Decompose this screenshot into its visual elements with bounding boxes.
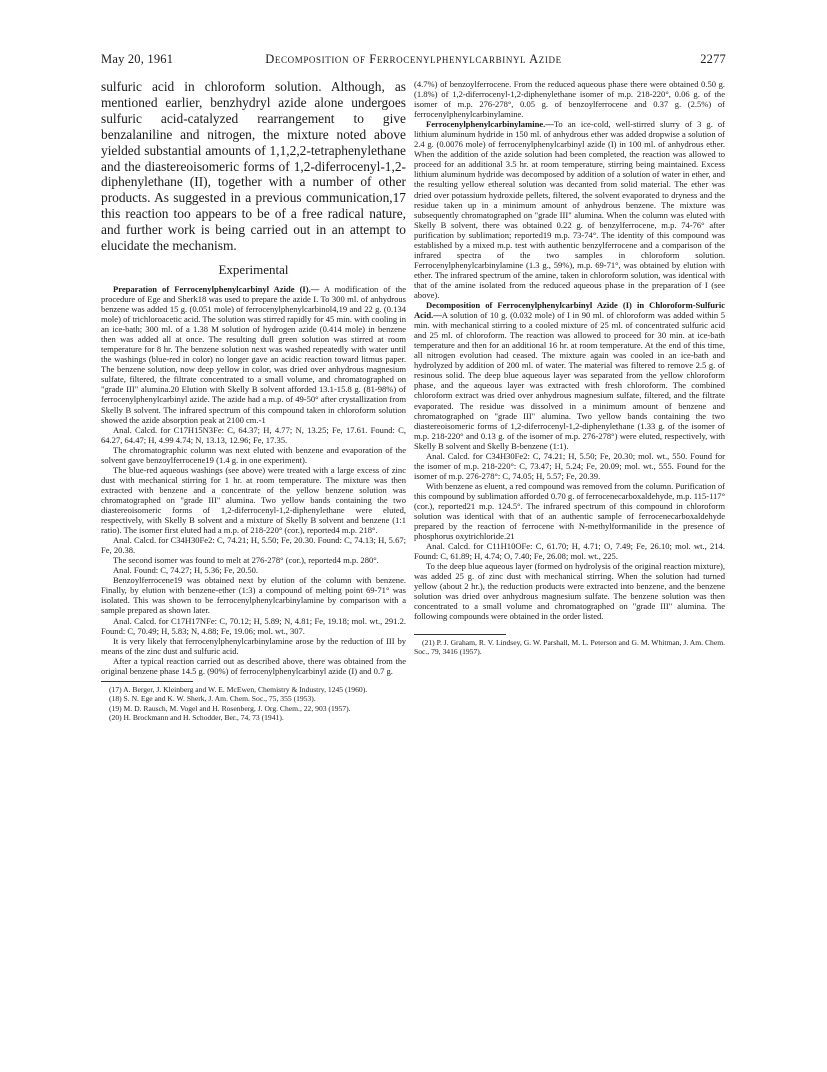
footnote: (18) S. N. Ege and K. W. Sherk, J. Am. Chem. Soc., 75, 355 (1953). bbox=[109, 694, 316, 704]
analysis-3: Anal. Found: C, 74.27; H, 5.36; Fe, 20.50. bbox=[113, 565, 259, 576]
footnote-rule bbox=[101, 681, 193, 682]
left-footnotes bbox=[101, 685, 406, 723]
amine-title: Ferrocenylphenylcarbinylamine.— bbox=[426, 119, 554, 130]
intro-paragraph: sulfuric acid in chloroform solution. Although, as mentioned earlier, benzhydryl azide alone undergoes sulfuric acid-catalyzed rearrangement to give benzalaniline and nitrogen, the mixture noted above yielded substantial amounts of 1,1,2,2-tetraphenylethane and the diastereoisomeric forms of 1,2-diferrocenyl-1,2-diphenylethane (II), together with a number of other products. As suggested in a previous communication,17 this reaction too appears to be of a free radical nature, and further work is being carried out in an attempt to elucidate the mechanism. bbox=[101, 79, 406, 254]
decomposition-body: A solution of 10 g. (0.032 mole) of I in 90 ml. of chloroform was added within 5 min. with mechanical stirring to a cooled mixture of 25 ml. of concentrated sulfuric acid and 25 ml. of chloroform. The reaction was allowed to proceed for 30 min. at ice-bath temperature and then for an additional 16 hr. at room temperature. At the end of this time, all nitrogen evolution had ceased. The mixture again was cooled in an ice-bath and hydrolyzed by addition of 200 ml. of water. The material was filtered to remove 2.5 g. of resinous solid. The deep blue aqueous layer was separated from the yellow chloroform phase, and the aqueous layer was extracted with fresh chloroform. The combined chloroform extract was dried over anhydrous magnesium sulfate, filtered, and the filtrate evaporated. The residue was dissolved in a minimum amount of benzene and chromatographed on "grade III" alumina. Two yellow bands containing the two diastereoisomeric forms of 1,2-diferrocenyl-1,2-diphenylethane (1.33 g. of the isomer of m.p. 218-220° and 0.13 g. of the isomer of m.p. 276-278°) were eluted, respectively, with Skelly B solvent and Skelly B-benzene (1:1). bbox=[414, 310, 725, 451]
paragraph-3: The blue-red aqueous washings (see above) were treated with a large excess of zinc dust with mechanical stirring for 1 hr. at room temperature. The mixture was then extracted with benzene and a concentrate of the yellow benzene solution was chromatographed on "grade III" alumina. Two yellow bands containing the two diastereoisomeric forms of 1,2-diferrocenyl-1,2-diphenylethane were eluted, respectively, with Skelly B solvent and a mixture of Skelly B solvent and benzene (1:1 ratio). The isomer first eluted had a m.p. of 218-220° (cor.), reported4 m.p. 218°. bbox=[101, 464, 406, 536]
header-running-title: Decomposition of Ferrocenylphenylcarbinyl Azide bbox=[265, 52, 562, 66]
amine-paragraph bbox=[414, 119, 725, 300]
header-page-number: 2277 bbox=[700, 52, 726, 66]
right-footnotes bbox=[414, 638, 725, 657]
analysis-6: Anal. Calcd. for C11H10OFe: C, 61.70; H, 4.71; O, 7.49; Fe, 26.10; mol. wt., 214. Found: C, 61.89; H, 4.74; O, 7.40; Fe, 26.08; mol. wt., 225. bbox=[414, 541, 725, 562]
red-compound-paragraph: With benzene as eluent, a red compound was removed from the column. Purification of this compound by sublimation afforded 0.70 g. of ferrocenecarboxaldehyde, m.p. 115-117° (cor.), reported21 m.p. 124.5°. The infrared spectrum of this compound in chloroform solution was identical with that of an authentic sample of ferrocenecarboxaldehyde prepared by the reaction of ferrocene with N-methylformanilide in the presence of phosphorus oxytrichloride.21 bbox=[414, 480, 725, 542]
analysis-1: Anal. Calcd. for C17H15N3Fe: C, 64.37; H, 4.77; N, 13.25; Fe, 17.61. Found: C, 64.27, 64.47; H, 4.99 4.74; N, 13.13, 12.96; Fe, 17.35. bbox=[101, 424, 406, 445]
analysis-5: Anal. Calcd. for C34H30Fe2: C, 74.21; H, 5.50; Fe, 20.30; mol. wt., 550. Found for the isomer of m.p. 218-220°: C, 73.47; H, 5.24; Fe, 20.09; mol. wt., 555. Found for the isomer of m.p. 276-278°: C, 74.05; H, 5.57; Fe, 20.39. bbox=[414, 450, 725, 481]
running-header bbox=[101, 52, 726, 68]
analysis-2: Anal. Calcd. for C34H30Fe2: C, 74.21; H, 5.50; Fe, 20.30. Found: C, 74.13; H, 5.67; Fe, 20.38. bbox=[101, 535, 406, 556]
prep-paragraph bbox=[101, 284, 406, 425]
prep-title: Preparation of Ferrocenylphenylcarbinyl Azide (I).— bbox=[113, 283, 320, 294]
right-column bbox=[414, 79, 725, 1024]
paragraph-2: The chromatographic column was next eluted with benzene and evaporation of the solvent gave benzoylferrocene19 (1.4 g. in one experiment). bbox=[101, 444, 406, 465]
section-heading: Experimental bbox=[218, 261, 289, 277]
footnote: (17) A. Berger, J. Kleinberg and W. E. McEwen, Chemistry & Industry, 1245 (1960). bbox=[109, 684, 368, 694]
paragraph-7: After a typical reaction carried out as described above, there was obtained from the original benzene phase 14.5 g. (90%) of ferrocenylphenylcarbinyl azide (I) and 0.7 g. bbox=[101, 655, 406, 676]
footnote: (20) H. Brockmann and H. Schodder, Ber., 74, 73 (1941). bbox=[109, 713, 284, 723]
prep-body: A modification of the procedure of Ege and Sherk18 was used to prepare the azide I. To 300 ml. of anhydrous benzene was added 15 g. (0.051 mole) of ferrocenylphenylcarbinol4,19 and 22 g. (0.134 mole) of trichloroacetic acid. The solution was stirred rapidly for 45 min. with cooling in an ice-bath; 300 ml. of a 1.38 M solution of hydrogen azide (0.414 mole) in benzene then was added all at once. The resulting dull green solution was stirred at room temperature for 8 hr. The benzene solution next was washed repeatedly with water until the washings (blue-red in color) no longer gave an acidic reaction toward litmus paper. The benzene solution, now deep yellow in color, was dried over anhydrous magnesium sulfate, filtered, the filtrate concentrated to a small volume, and chromatographed on "grade III" alumina.20 Elution with Skelly B solvent afforded 13.1-15.8 g. (81-98%) of ferrocenylphenylcarbinyl azide. The azide had a m.p. of 49-50° after crystallization from Skelly B solvent. The infrared spectrum of this compound taken in chloroform solution showed the azide absorption peak at 2100 cm.-1 bbox=[101, 283, 406, 425]
analysis-4: Anal. Calcd. for C17H17NFe: C, 70.12; H, 5.89; N, 4.81; Fe, 19.18; mol. wt., 291.2. Found: C, 70.49; H, 5.83; N, 4.88; Fe, 19.06; mol. wt., 307. bbox=[101, 615, 406, 636]
amine-body: To an ice-cold, well-stirred slurry of 3 g. of lithium aluminum hydride in 150 ml. of anhydrous ether was added dropwise a solution of 2.4 g. (0.0076 mole) of ferrocenylphenylcarbinyl azide (I) in 100 ml. of anhydrous ether. When the addition of the azide solution had been completed, the reaction was allowed to proceed for an additional 3.5 hr. at room temperature, stirring being maintained. Excess lithium aluminum hydride was decomposed by addition of a solution of water in ether, and the resulting yellow ethereal solution was decanted from solid material. The ether was dried over potassium hydroxide pellets, filtered, the solvent evaporated to dryness and the residue taken up in a minimum amount of anhydrous benzene. The mixture was subsequently chromatographed on "grade III" alumina. When the column was eluted with Skelly B solvent, there was obtained 0.22 g. of benzylferrocene, m.p. 74-76° after purification by sublimation; reported19 m.p. 73-74°. The identity of this compound was established by a mixed m.p. test with authentic benzylferrocene and a comparison of the infrared spectra of the two samples in chloroform solution. Ferrocenylphenylcarbinylamine (1.3 g., 59%), m.p. 69-71°, was obtained by elution with ether. The infrared spectrum of the amine, taken in chloroform solution, was identical with that of the amine isolated from the reduced aqueous phase in the preparation of I (see above). bbox=[414, 119, 725, 300]
footnote: (21) P. J. Graham, R. V. Lindsey, G. W. Parshall, M. L. Peterson and G. M. Whitman, J. Am. Chem. Soc., 79, 3416 (1957). bbox=[414, 637, 725, 657]
decomposition-title: Decomposition of Ferrocenylphenylcarbinyl Azide (I) in Chloroform-Sulfuric Acid.— bbox=[414, 300, 725, 321]
paragraph-4: The second isomer was found to melt at 276-278° (cor.), reported4 m.p. 280°. bbox=[113, 555, 379, 566]
footnote: (19) M. D. Rausch, M. Vogel and H. Rosenberg, J. Org. Chem., 22, 903 (1957). bbox=[109, 703, 351, 713]
final-paragraph: To the deep blue aqueous layer (formed on hydrolysis of the original reaction mixture), was added 25 g. of zinc dust with mechanical stirring. When the solution had turned yellow (about 2 hr.), the reduction products were extracted into benzene, and the benzene solution was dried over anhydrous magnesium sulfate. The benzene solution was then concentrated to a small volume and chromatographed on "grade III" alumina. The following compounds were obtained in the order listed. bbox=[414, 561, 725, 622]
continuation-paragraph: (4.7%) of benzoylferrocene. From the reduced aqueous phase there were obtained 0.50 g. (1.8%) of 1,2-diferrocenyl-1,2-diphenylethane isomer of m.p. 218-220°, 0.06 g. of the isomer of m.p. 276-278°, 0.05 g. of benzoylferrocene and 0.37 g. (2.5%) of ferrocenylphenylcarbinylamine. bbox=[414, 79, 725, 120]
decomposition-paragraph bbox=[414, 300, 725, 451]
paragraph-5: Benzoylferrocene19 was obtained next by elution of the column with benzene. Finally, by elution with benzene-ether (1:3) a compound of melting point 69-71° was isolated. This was shown to be ferrocenylphenylcarbinylamine by comparison with a sample prepared as shown later. bbox=[101, 575, 406, 616]
footnote-rule bbox=[414, 634, 506, 635]
paragraph-6: It is very likely that ferrocenylphenylcarbinylamine arose by the reduction of III by means of the zinc dust and sulfuric acid. bbox=[101, 635, 406, 656]
left-column bbox=[101, 79, 406, 1024]
header-date: May 20, 1961 bbox=[101, 52, 174, 66]
